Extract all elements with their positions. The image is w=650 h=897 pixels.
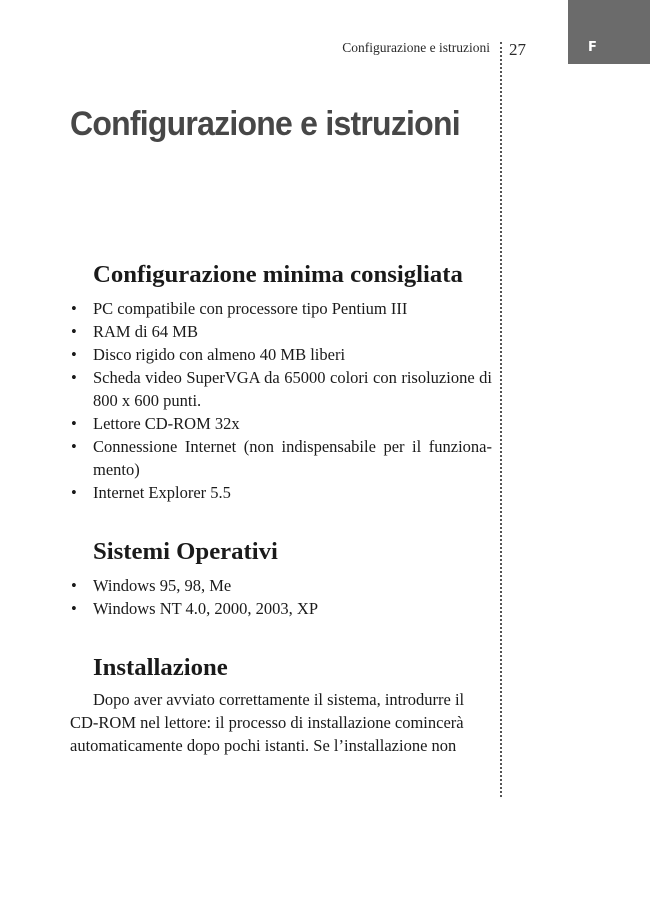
- list-item: • Disco rigido con almeno 40 MB liberi: [70, 343, 492, 366]
- list-item: • Windows NT 4.0, 2000, 2003, XP: [70, 597, 492, 620]
- section-heading: Sistemi Operativi: [93, 538, 278, 565]
- section-tab-letter: F: [588, 40, 597, 55]
- chapter-title: Configurazione e istruzioni: [70, 105, 460, 143]
- list-item: • Internet Explorer 5.5: [70, 481, 492, 504]
- dotted-margin-rule: [500, 42, 502, 797]
- requirements-list: [70, 297, 492, 504]
- section-heading: Installazione: [93, 654, 228, 681]
- list-item: • Lettore CD-ROM 32x: [70, 412, 492, 435]
- running-head: Configurazione e istruzioni: [342, 40, 490, 55]
- page-number: 27: [509, 40, 526, 59]
- section-heading: Configurazione minima consigliata: [93, 261, 463, 288]
- list-item: • PC compatibile con processore tipo Pentium III: [70, 297, 492, 320]
- os-list: [70, 574, 492, 620]
- list-item: • Windows 95, 98, Me: [70, 574, 492, 597]
- section-tab: [568, 0, 650, 64]
- list-item: • Scheda video SuperVGA da 65000 colori con risoluzione di 800 x 600 punti.: [70, 366, 492, 412]
- list-item: • RAM di 64 MB: [70, 320, 492, 343]
- list-item: • Connessione Internet (non indispensabile per il funziona-mento): [70, 435, 492, 481]
- page-body: [70, 263, 492, 757]
- installation-paragraph: Dopo aver avviato correttamente il sistema, introdurre il CD-ROM nel lettore: il processo di installazione comincerà automaticamente dopo pochi istanti. Se l’installazione non: [70, 690, 465, 755]
